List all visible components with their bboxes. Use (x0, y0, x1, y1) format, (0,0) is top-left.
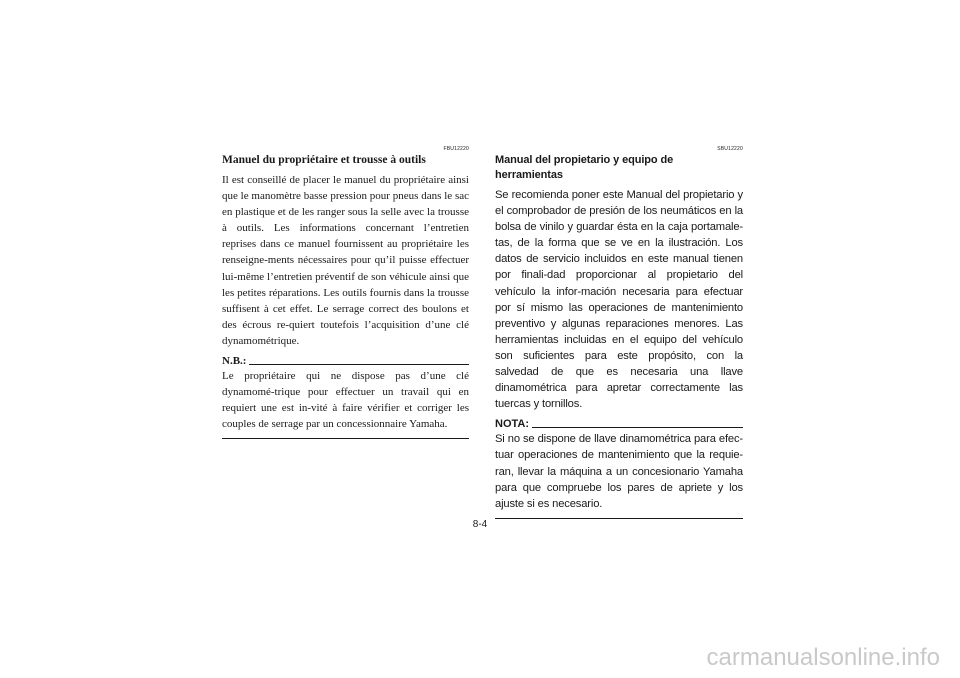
note-header (222, 354, 469, 368)
spanish-column (495, 146, 743, 519)
section-title: Manual del propietario y equipo de herramientas (495, 154, 674, 181)
section-body: Il est conseillé de placer le manuel du propriétaire ainsi que le manomètre basse pression pour pneus dans le sac en plastique et de les ranger sous la selle avec la trousse à outils. Les informations concernant l’entretien reprises dans ce manuel fournissent au propriétaire les renseigne-ments nécessaires pour qu’il puisse effectuer lui-même l’entretien préventif de son véhicule ainsi que les petites réparations. Les outils fournis dans la trousse suffisent à cet effet. Le serrage correct des boulons et des écrous re-quiert toutefois l’acquisition d’une clé dynamométrique. (222, 174, 469, 347)
note-text: Si no se dispone de llave dinamométrica para efec-tuar operaciones de mantenimiento que la requie-ran, llevar la máquina a un concesionario Yamaha para que compruebe los pares de apriete y los ajuste si es necesario. (495, 433, 743, 510)
note-rule (532, 427, 743, 428)
note-label: N.B.: (222, 355, 247, 368)
note-text: Le propriétaire qui ne dispose pas d’une clé dynamomé-trique pour effectuer un travail qui en requiert une est in-vité à faire vérifier et corriger les couples de serrage par un concessionnaire Yamaha. (222, 370, 469, 431)
section-body: Se recomienda poner este Manual del propietario y el comprobador de presión de los neumáticos en la bolsa de vinilo y guardar ésta en la caja portamale-tas, de la forma que se ve en la ilustración. Los datos de servicio incluidos en este manual tienen por finali-dad proporcionar al propietario del vehículo la infor-mación necesaria para efectuar por sí mismo las operaciones de mantenimiento preventivo y algunas reparaciones menores. Las herramientas incluidas en el equipo del vehículo son suficientes para este propósito, con la salvedad de que es necesaria una llave dinamométrica para apretar correctamente las tuercas y tornillos. (495, 189, 743, 411)
note-header (495, 417, 743, 431)
section-title: Manuel du propriétaire et trousse à outils (222, 154, 426, 166)
section-code: SBU12220 (717, 146, 743, 152)
section-code: FBU12220 (443, 146, 469, 152)
note-label: NOTA: (495, 418, 530, 431)
note-end-rule (495, 518, 743, 519)
note-rule (249, 364, 469, 365)
watermark: carmanualsonline.info (706, 644, 940, 671)
french-column (222, 146, 469, 439)
note-end-rule (222, 438, 469, 439)
page-number: 8-4 (472, 519, 488, 530)
